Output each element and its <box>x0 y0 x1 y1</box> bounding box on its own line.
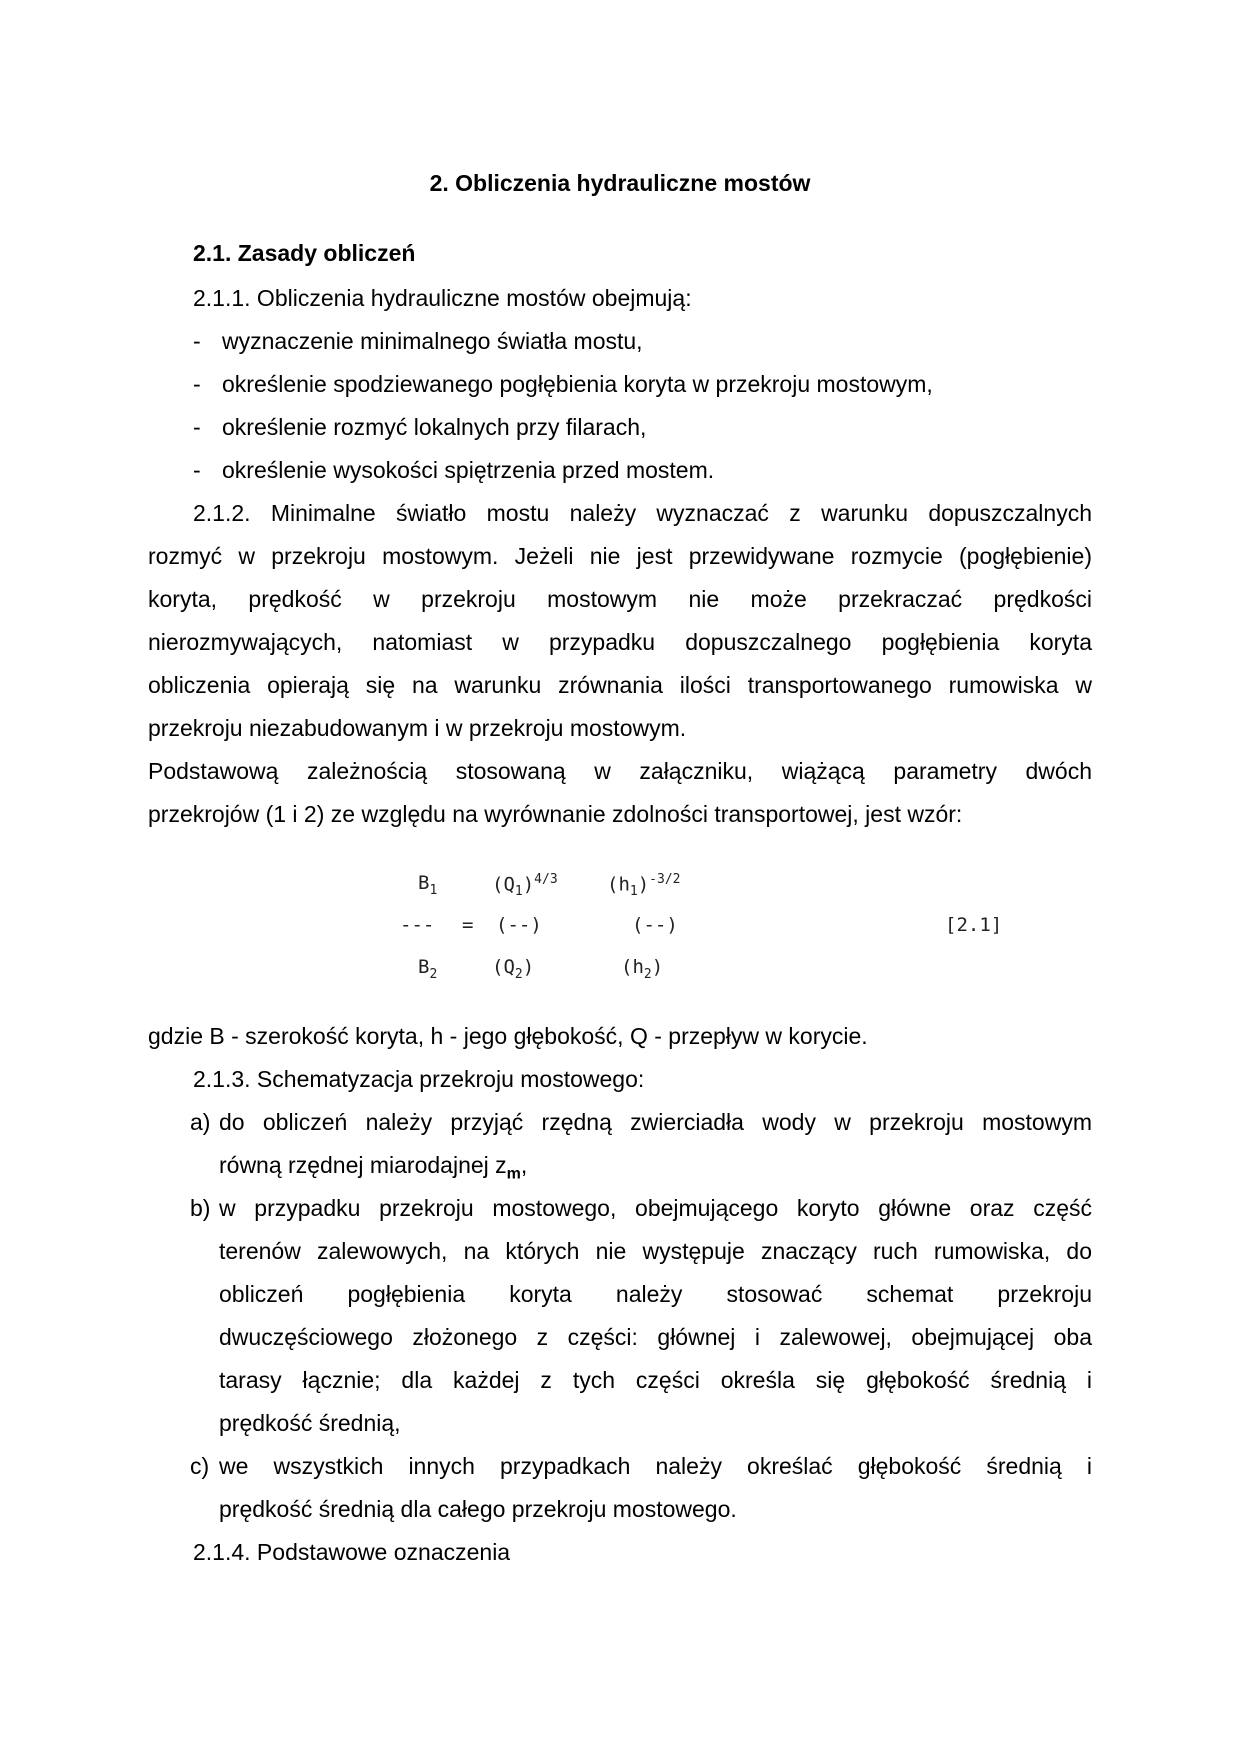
formula-h1: (h <box>607 873 630 896</box>
list-item-a-line: do obliczeń należy przyjąć rzędną zwierciadła wody w przekroju mostowym <box>219 1109 1092 1135</box>
bullet-item: określenie wysokości spiętrzenia przed mostem. <box>222 457 715 483</box>
bullet-dash: - <box>193 371 201 397</box>
formula-b2: B <box>418 956 430 978</box>
formula-q-ratio-bar: (--) <box>496 914 542 936</box>
paragraph-line: obliczenia opierają się na warunku zrównania ilości transportowanego rumowiska w <box>148 672 1092 698</box>
list-item-a-line: równą rzędnej miarodajnej $z_m$, <box>219 1152 528 1183</box>
formula-q1: (Q <box>492 873 515 896</box>
formula-q2: (Q <box>492 956 515 978</box>
section-heading: 2.1. Zasady obliczeń <box>193 240 416 266</box>
bullet-dash: - <box>193 328 201 354</box>
list-label-c: c) <box>190 1453 210 1479</box>
paragraph-line: koryta, prędkość w przekroju mostowym nie może przekraczać prędkości <box>148 586 1092 612</box>
paragraph-2-1-3: 2.1.3. Schematyzacja przekroju mostowego: <box>193 1066 645 1092</box>
chapter-title: 2. Obliczenia hydrauliczne mostów <box>429 170 811 196</box>
formula-h2: (h <box>621 956 644 978</box>
paragraph-line: 2.1.2. Minimalne światło mostu należy wyznaczać z warunku dopuszczalnych <box>193 500 1092 526</box>
bullet-dash: - <box>193 457 201 483</box>
list-label-b: b) <box>190 1195 211 1221</box>
document-page: 2. Obliczenia hydrauliczne mostów 2.1. Zasady obliczeń 2.1.1. Obliczenia hydrauliczne mostów obejmują: - wyznaczenie minimalnego światła mostu, - określenie spodziewanego pogłębienia koryta w przekroju mostowym, - określenie rozmyć lokalnych przy filarach, - określenie wysokości spiętrzenia przed mostem. 2.1.2. Minimalne światło mostu należy wyznaczać z warunku dopuszczalnych rozmyć w przekroju mostowym. Jeżeli nie jest przewidywane rozmycie (pogłębienie) koryta, prędkość w przekroju mostowym nie może przekraczać prędkości nierozmywających, natomiast w przypadku dopuszczalnego pogłębienia koryta obliczenia opierają się na warunku zrównania ilości transportowanego rumowiska w przekroju niezabudowanym i w przekroju mostowym. Podstawową zależnością stosowaną w załączniku, wiążącą parametry dwóch przekrojów (1 i 2) ze względu na wyrównanie zdolności transportowej, jest wzór: $B_1$ $(Q_1)^{4/3}$ $(h_1)^{-3/2}$ --- = (--) (--) [2.1] $B_2$ $(Q_2)$ $(h_2)$ gdzie B - szerokość koryta, h - jego głębokość, Q - przepływ w korycie. 2.1.3. Schematyzacja przekroju mostowego: a) do obliczeń należy przyjąć rzędną zwierciadła wody w przekroju mostowym równą rzędnej miarodajnej $z_m$, b) w przypadku przekroju mostowego, obejmującego koryto główne oraz część terenów zalewowych, na których nie występuje znaczący ruch rumowiska, do obliczeń pogłębienia koryta należy stosować schemat przekroju dwuczęściowego złożonego z części: głównej i zalewowej, obejmującej oba tarasy łącznie; dla każdej z tych części określa się głębokość średnią i prędkość średnią, c) we wszystkich innych przypadkach należy określać głębokość średnią i prędkość średnią dla całego przekroju mostowego. 2.1.4. Podstawowe oznaczenia <box>0 0 1240 1754</box>
bullet-item: wyznaczenie minimalnego światła mostu, <box>222 328 643 354</box>
list-item-b-line: prędkość średnią, <box>219 1410 401 1436</box>
paragraph-line: przekroju niezabudowanym i w przekroju mostowym. <box>148 715 687 741</box>
paragraph-2-1-4: 2.1.4. Podstawowe oznaczenia <box>193 1539 511 1565</box>
formula-exponent-h: -3/2 <box>649 872 681 887</box>
list-item-c-line: prędkość średnią dla całego przekroju mostowego. <box>219 1496 737 1522</box>
paragraph-line: przekrojów (1 i 2) ze względu na wyrównanie zdolności transportowej, jest wzór: <box>148 801 963 827</box>
list-item-b-line: obliczeń pogłębienia koryta należy stosować schemat przekroju <box>219 1281 1092 1307</box>
bullet-item: określenie spodziewanego pogłębienia koryta w przekroju mostowym, <box>222 371 933 397</box>
list-item-c-line: we wszystkich innych przypadkach należy określać głębokość średnią i <box>219 1453 1092 1479</box>
bullet-dash: - <box>193 414 201 440</box>
formula-h-ratio-bar: (--) <box>632 914 678 936</box>
list-item-b-line: terenów zalewowych, na których nie występuje znaczący ruch rumowiska, do <box>219 1238 1092 1264</box>
paragraph-line: nierozmywających, natomiast w przypadku dopuszczalnego pogłębienia koryta <box>148 629 1092 655</box>
formula-fraction-bar: --- <box>400 914 435 936</box>
list-item-b-line: w przypadku przekroju mostowego, obejmującego koryto główne oraz część <box>219 1195 1092 1221</box>
list-item-b-line: tarasy łącznie; dla każdej z tych części określa się głębokość średnią i <box>219 1367 1092 1393</box>
paragraph-2-1-1: 2.1.1. Obliczenia hydrauliczne mostów obejmują: <box>193 285 692 311</box>
formula-number: [2.1] <box>945 914 1003 936</box>
list-item-b-line: dwuczęściowego złożonego z części: głównej i zalewowej, obejmującej oba <box>219 1324 1092 1350</box>
paragraph-line: rozmyć w przekroju mostowym. Jeżeli nie jest przewidywane rozmycie (pogłębienie) <box>148 543 1092 569</box>
list-label-a: a) <box>190 1109 211 1135</box>
formula-b1: B <box>418 872 430 894</box>
formula-equals: = <box>462 914 474 936</box>
formula-exponent-q: 4/3 <box>534 872 558 887</box>
paragraph-line: Podstawową zależnością stosowaną w załączniku, wiążącą parametry dwóch <box>148 758 1092 784</box>
formula-legend: gdzie B - szerokość koryta, h - jego głębokość, Q - przepływ w korycie. <box>148 1023 868 1049</box>
bullet-item: określenie rozmyć lokalnych przy filarach, <box>222 414 647 440</box>
